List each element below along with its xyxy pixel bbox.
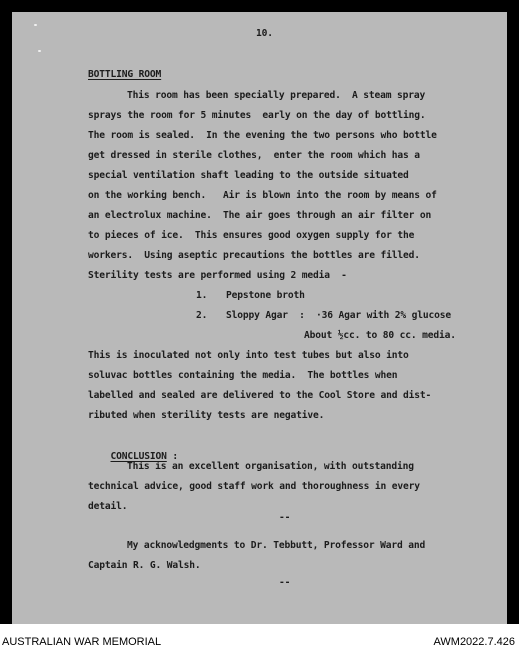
conclusion-heading-colon: : (172, 451, 179, 462)
section-heading-bottling-room: BOTTLING ROOM (88, 69, 162, 80)
page-number: 10. (256, 28, 273, 39)
divider-dashes: -- (279, 577, 291, 588)
body-line: an electrolux machine. The air goes through an air filter on (88, 210, 432, 221)
media-item-continuation: About ½cc. to 80 cc. media. (304, 330, 456, 341)
body-line: sprays the room for 5 minutes early on the day of bottling. (88, 110, 426, 121)
archive-footer (0, 624, 519, 653)
conclusion-heading-text: CONCLUSION (110, 451, 167, 462)
body-line: Sterility tests are performed using 2 media - (88, 270, 347, 281)
body-line: detail. (88, 501, 128, 512)
body-line: special ventilation shaft leading to the outside situated (88, 170, 409, 181)
body-line: The room is sealed. In the evening the two persons who bottle (88, 130, 437, 141)
media-item-number: 1. (196, 290, 208, 301)
body-line: This is an excellent organisation, with outstanding (127, 461, 414, 472)
document-page (12, 12, 507, 624)
acknowledgment-line: My acknowledgments to Dr. Tebbutt, Professor Ward and (127, 540, 426, 551)
acknowledgment-line: Captain R. G. Walsh. (88, 560, 201, 571)
paper-speck (34, 24, 37, 26)
media-item-text: Pepstone broth (226, 290, 305, 301)
media-item-text: Sloppy Agar : ·36 Agar with 2% glucose (226, 310, 452, 321)
footer-institution: AUSTRALIAN WAR MEMORIAL (2, 636, 162, 648)
body-line: get dressed in sterile clothes, enter the room which has a (88, 150, 420, 161)
media-item-number: 2. (196, 310, 208, 321)
body-line: workers. Using aseptic precautions the bottles are filled. (88, 250, 420, 261)
body-line: on the working bench. Air is blown into the room by means of (88, 190, 437, 201)
body-line: soluvac bottles containing the media. The bottles when (88, 370, 398, 381)
body-line: to pieces of ice. This ensures good oxygen supply for the (88, 230, 415, 241)
body-line: This room has been specially prepared. A steam spray (127, 90, 426, 101)
body-line: ributed when sterility tests are negative. (88, 410, 325, 421)
paper-speck (38, 50, 41, 52)
body-line: technical advice, good staff work and thoroughness in every (88, 481, 420, 492)
body-line: labelled and sealed are delivered to the Cool Store and dist- (88, 390, 432, 401)
body-line: This is inoculated not only into test tubes but also into (88, 350, 409, 361)
divider-dashes: -- (279, 512, 291, 523)
footer-accession-number: AWM2022.7.426 (433, 636, 515, 648)
